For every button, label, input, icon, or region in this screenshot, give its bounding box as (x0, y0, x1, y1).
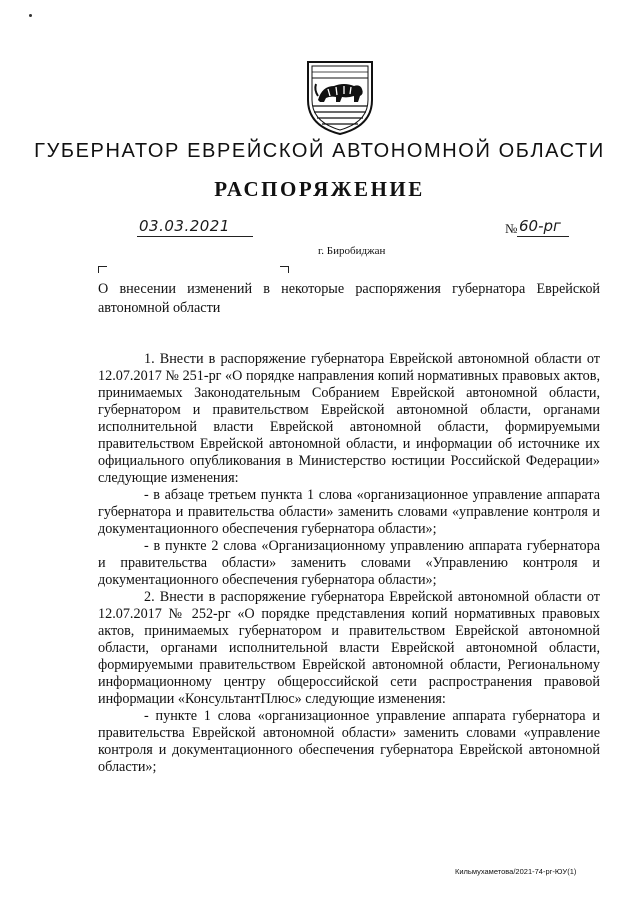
scan-speck (29, 14, 32, 17)
body-paragraph: 1. Внести в распоряжение губернатора Еврейской автономной области от 12.07.2017 № 251-рг «О порядке направления копий нормативных правовых актов, принимаемых Законодательным Собранием Еврейской автономной области, губернатором и правительством Еврейской автономной области, органами исполнительной власти Еврейской автономной области, формируемыми правительством Еврейской автономной области, и информации об источнике их официального опубликования в Министерство юстиции Российской Федерации» следующие изменения: (98, 351, 600, 486)
number-label: № (505, 221, 518, 236)
number-field (517, 216, 569, 237)
coat-of-arms-tiger-icon (304, 56, 376, 136)
city-label: г. Биробиджан (318, 245, 386, 257)
document-body (98, 351, 600, 776)
body-paragraph: - в пункте 2 слова «Организационному управлению аппарата губернатора и правительства области» заменить словами «Управлению контроля и документационного обеспечения губернатора области»; (98, 538, 600, 588)
issuer-title: ГУБЕРНАТОР ЕВРЕЙСКОЙ АВТОНОМНОЙ ОБЛАСТИ (34, 140, 605, 162)
document-subject: О внесении изменений в некоторые распоряжения губернатора Еврейской автономной области (98, 281, 600, 316)
body-paragraph: - пункте 1 слова «организационное управление аппарата губернатора и правительства Еврейской автономной области» заменить словами «управление контроля и документационного обеспечения губернатора Еврейской автономной области»; (98, 708, 600, 775)
footer-executor-code: Кильмухаметова/2021-74-рг-ЮУ(1) (455, 867, 577, 876)
body-paragraph: 2. Внести в распоряжение губернатора Еврейской автономной области от 12.07.2017 № 252-рг «О порядке представления копий нормативных правовых актов, принимаемых губернатором и правительством Еврейской автономной области, органами исполнительной власти Еврейской автономной области, формируемыми правительством Еврейской автономной области, Региональному информационному центру общероссийской сети распространения правовой информации «КонсультантПлюс» следующие изменения: (98, 589, 600, 707)
date-field (137, 216, 253, 237)
subject-corner-mark-left (98, 266, 107, 273)
body-paragraph: - в абзаце третьем пункта 1 слова «организационное управление аппарата губернатора и правительства области» заменить словами «управление контроля и документационного обеспечения губернатора области»; (98, 487, 600, 537)
document-type-heading: РАСПОРЯЖЕНИЕ (214, 177, 425, 201)
handwritten-date: 03.03.2021 (139, 217, 230, 235)
handwritten-number: 60-рг (519, 217, 561, 235)
subject-corner-mark-right (280, 266, 289, 273)
